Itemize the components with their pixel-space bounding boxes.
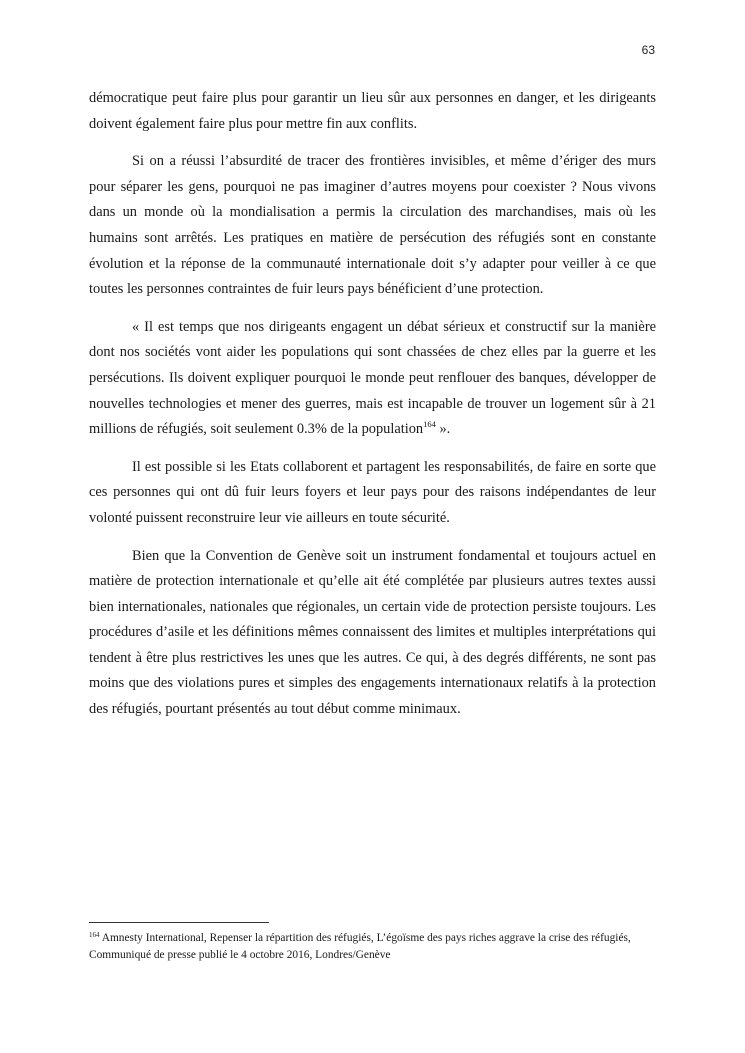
page-number: 63 xyxy=(641,43,655,57)
footnote xyxy=(89,930,656,963)
footnote-reference[interactable]: 164 xyxy=(423,419,436,430)
quote-closing: ». xyxy=(435,421,451,438)
footnote-number: 164 xyxy=(89,931,100,939)
paragraph-4: Il est possible si les Etats collaborent et partagent les responsabilités, de faire en sorte que ces personnes qui ont dû fuir leurs foyers et leur pays pour des raisons indépendantes de leur volonté puissent reconstruire leur vie ailleurs en toute sécurité. xyxy=(89,458,656,526)
quote-text: « Il est temps que nos dirigeants engagent un débat sérieux et constructif sur la manière dont nos sociétés vont aider les populations qui sont chassées de chez elles par la guerre et les persécutions. Ils doivent expliquer pourquoi le monde peut renflouer des banques, développer de nouvelles technologies et mener des guerres, mais est incapable de trouver un logement sûr à 21 millions de réfugiés, soit seulement 0.3% de la population xyxy=(89,318,656,438)
body-text xyxy=(89,86,656,723)
paragraph-3-quote xyxy=(89,315,656,443)
paragraph-2: Si on a réussi l’absurdité de tracer des frontières invisibles, et même d’ériger des murs pour séparer les gens, pourquoi ne pas imaginer d’autres moyens pour coexister ? Nous vivons dans un monde où la mondialisation a permis la circulation des marchandises, mais où les humains sont arrêtés. Les pratiques en matière de persécution des réfugiés sont en constante évolution et la réponse de la communauté internationale doit s’y adapter pour veiller à ce que toutes les personnes contraintes de fuir leurs pays bénéficient d’une protection. xyxy=(89,153,656,298)
paragraph-5: Bien que la Convention de Genève soit un instrument fondamental et toujours actuel en matière de protection internationale et qu’elle ait été complétée par plusieurs autres textes aussi bien internationales, nationales que régionales, un certain vide de protection persiste toujours. Les procédures d’asile et les définitions mêmes connaissent des limites et multiples interprétations qui tendent à être plus restrictives les unes que les autres. Ce qui, à des degrés différents, ne sont pas moins que des violations pures et simples des engagements internationaux relatifs à la protection des réfugiés, pourtant présentés au tout début comme minimaux. xyxy=(89,547,656,718)
footnote-text: Amnesty International, Repenser la répartition des réfugiés, L’égoïsme des pays riches aggrave la crise des réfugiés, Communiqué de presse publié le 4 octobre 2016, Londres/Genève xyxy=(89,932,631,961)
paragraph-1: démocratique peut faire plus pour garantir un lieu sûr aux personnes en danger, et les dirigeants doivent également faire plus pour mettre fin aux conflits. xyxy=(89,90,656,132)
footnote-separator xyxy=(89,922,269,923)
